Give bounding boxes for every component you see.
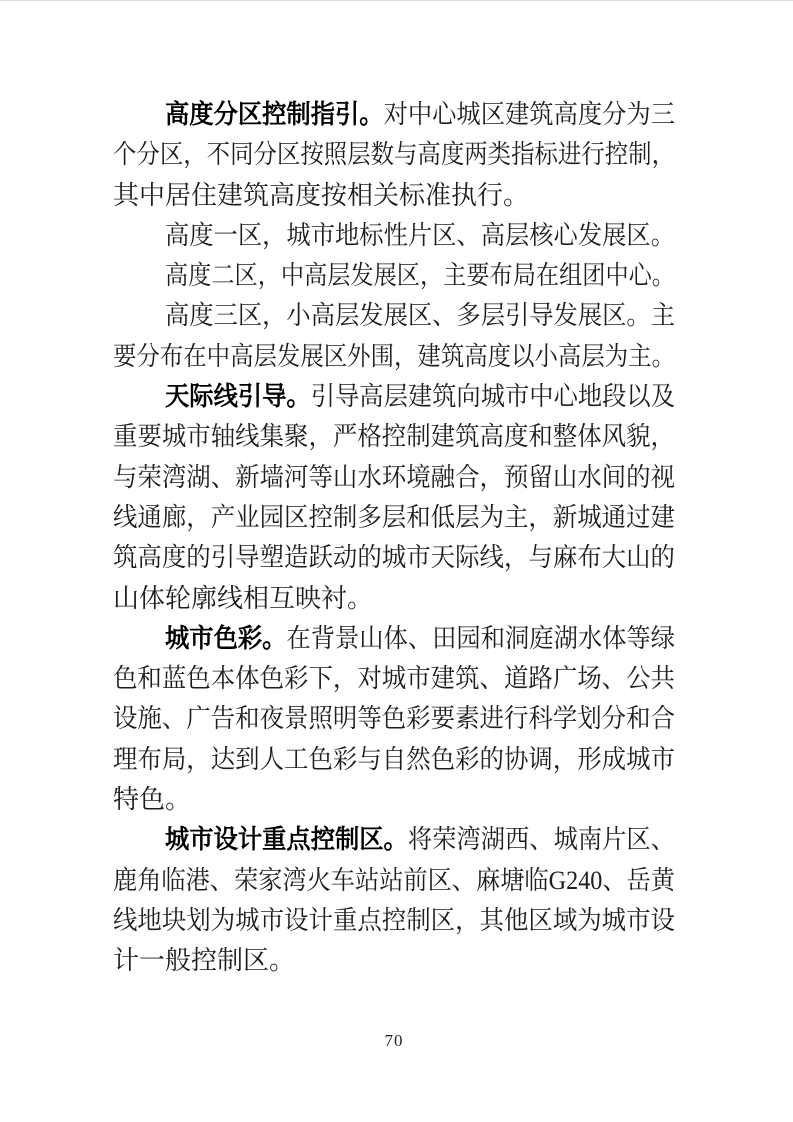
text-line <box>113 579 675 619</box>
text-line-content: 其中居住建筑高度按相关标准执行。 <box>113 180 530 210</box>
text-line-content: 要分布在中高层发展区外围，建筑高度以小高层为主。 <box>113 341 675 371</box>
text-line <box>113 820 675 860</box>
text-line <box>113 95 675 135</box>
text-line-content: 天际线引导。引导高层建筑向城市中心地段以及 <box>165 382 675 412</box>
text-line <box>113 619 675 659</box>
text-line-content: 理布局，达到人工色彩与自然色彩的协调，形成城市 <box>113 744 675 774</box>
text-line-content: 线地块划为城市设计重点控制区，其他区域为城市设 <box>113 905 675 935</box>
text-line <box>113 901 675 941</box>
text-line-content: 城市色彩。在背景山体、田园和洞庭湖水体等绿 <box>165 623 675 653</box>
text-line-content: 与荣湾湖、新墙河等山水环境融合，预留山水间的视 <box>113 462 675 492</box>
paragraph-lead: 天际线引导。 <box>165 382 311 412</box>
text-line-content: 特色。 <box>113 785 192 815</box>
text-line <box>113 417 675 457</box>
text-line-content: 筑高度的引导塑造跃动的城市天际线，与麻布大山的 <box>113 543 675 573</box>
text-line <box>113 176 675 216</box>
text-line-content: 鹿角临港、荣家湾火车站站前区、麻塘临G240、岳黄 <box>113 865 675 895</box>
text-line-content: 城市设计重点控制区。将荣湾湖西、城南片区、 <box>165 825 675 855</box>
text-line <box>113 699 675 739</box>
paragraph-lead: 城市设计重点控制区。 <box>165 825 408 855</box>
text-line <box>113 780 675 820</box>
text-line <box>113 296 675 336</box>
text-line <box>113 135 675 175</box>
body-text <box>113 95 675 982</box>
text-line <box>113 216 675 256</box>
text-line-content: 个分区，不同分区按照层数与高度两类指标进行控制， <box>113 140 675 170</box>
text-line <box>113 337 675 377</box>
text-line <box>113 256 675 296</box>
text-line <box>113 458 675 498</box>
paragraph-lead: 城市色彩。 <box>165 623 287 653</box>
text-line <box>113 659 675 699</box>
text-line-content: 高度三区，小高层发展区、多层引导发展区。主 <box>165 301 675 331</box>
text-line <box>113 377 675 417</box>
text-line <box>113 498 675 538</box>
page-number: 70 <box>384 1031 404 1050</box>
text-line-content: 高度二区，中高层发展区，主要布局在组团中心。 <box>165 261 675 291</box>
text-line-content: 山体轮廓线相互映衬。 <box>113 583 374 613</box>
text-line <box>113 861 675 901</box>
text-line <box>113 941 675 981</box>
text-line <box>113 740 675 780</box>
text-line-content: 设施、广告和夜景照明等色彩要素进行科学划分和合 <box>113 704 675 734</box>
text-line-content: 高度一区，城市地标性片区、高层核心发展区。 <box>165 220 675 250</box>
text-line-content: 线通廊，产业园区控制多层和低层为主，新城通过建 <box>113 502 675 532</box>
text-line-content: 高度分区控制指引。对中心城区建筑高度分为三 <box>165 100 675 129</box>
text-line-content: 计一般控制区。 <box>113 946 296 976</box>
text-line-content: 重要城市轴线集聚，严格控制建筑高度和整体风貌， <box>113 422 675 452</box>
text-line-content: 色和蓝色本体色彩下，对城市建筑、道路广场、公共 <box>113 664 675 694</box>
text-line <box>113 538 675 578</box>
paragraph-lead: 高度分区控制指引。 <box>165 100 384 129</box>
